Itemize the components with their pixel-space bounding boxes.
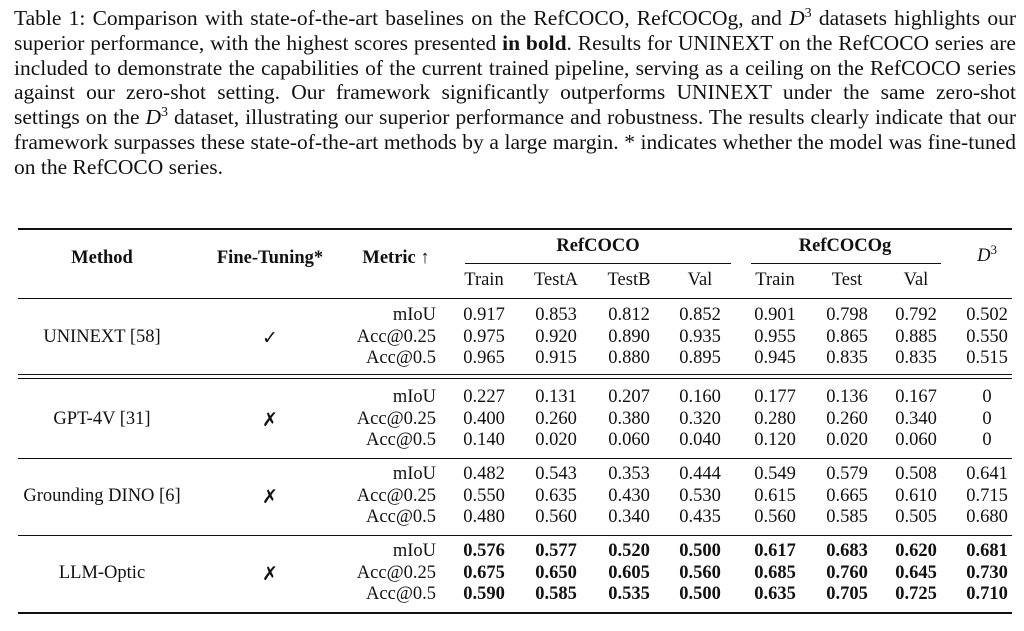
cross-icon: ✗ (262, 562, 278, 585)
table-cell: 0.945 (754, 348, 796, 368)
table-cell: 0.705 (826, 584, 868, 604)
caption-d-symbol: D (789, 6, 805, 30)
table-cell: 0.482 (463, 464, 505, 484)
method-name: GPT-4V [31] (53, 408, 151, 429)
table-cell: 0.635 (535, 485, 577, 506)
table-cell: 0.975 (463, 326, 505, 347)
table-cell: 0.835 (826, 348, 868, 368)
table-cell: 0.760 (826, 562, 868, 583)
table-cell: 0.430 (608, 485, 650, 506)
table-cell: 0.380 (608, 408, 650, 429)
table-cell: 0.400 (463, 408, 505, 429)
table-cell: 0.915 (535, 348, 577, 368)
table-cell: 0.280 (754, 408, 796, 429)
subheader-train: Train (464, 270, 504, 290)
table-cell: 0 (982, 387, 992, 407)
table-cell: 0.560 (535, 507, 577, 527)
table-cell: 0.935 (679, 326, 721, 347)
table-cell: 0.340 (608, 507, 650, 527)
table-cell: 0.585 (535, 584, 577, 604)
table-cell: 0.560 (754, 507, 796, 527)
table-cell: 0.505 (895, 507, 937, 527)
table-cell: 0.543 (535, 464, 577, 484)
header-d3-symbol: D (977, 246, 991, 266)
metric-label: Acc@0.25 (356, 408, 436, 429)
table-cell: 0.590 (463, 584, 505, 604)
table-cell: 0.715 (966, 485, 1008, 506)
table-cell: 0.530 (679, 485, 721, 506)
table-cell: 0.792 (895, 305, 937, 325)
table-cell: 0.500 (679, 541, 721, 561)
header-refcoco: RefCOCO (556, 236, 640, 256)
subheader-val: Val (903, 270, 929, 290)
table-cell: 0.207 (608, 387, 650, 407)
table-cell: 0.500 (679, 584, 721, 604)
header-fine-tuning: Fine-Tuning* (216, 248, 324, 268)
table-cell: 0.865 (826, 326, 868, 347)
table-bottom-rule (18, 612, 1012, 614)
table-cell: 0.444 (679, 464, 721, 484)
metric-label: Acc@0.25 (356, 562, 436, 583)
metric-label: mIoU (392, 541, 436, 561)
table-cell: 0.020 (535, 430, 577, 450)
subheader-testa: TestA (534, 270, 578, 290)
group-separator (18, 458, 1012, 459)
table-cell: 0.641 (966, 464, 1008, 484)
table-cell: 0 (982, 408, 992, 429)
caption-text-2: datasets highlights our superior performance, with the highest scores presented (14, 6, 1017, 55)
table-caption (14, 6, 1016, 180)
table-cell: 0.620 (895, 541, 937, 561)
table-cell: 0.060 (895, 430, 937, 450)
group-separator (18, 535, 1012, 536)
subheader-train: Train (755, 270, 795, 290)
caption-text-3: . Results for UNINEXT on the RefCOCO series are included to demonstrate the capabilities of the current trained pipeline, serving as a ceiling on the RefCOCO series against our zero-shot setting. Our framework significantly outperforms UNINEXT under the same zero-shot settings on the (14, 30, 1016, 130)
table-cell: 0.685 (754, 562, 796, 583)
table-cell: 0.681 (966, 541, 1008, 561)
table-cell: 0.136 (826, 387, 868, 407)
table-cell: 0.515 (966, 348, 1008, 368)
table-cell: 0.880 (608, 348, 650, 368)
method-name: Grounding DINO [6] (23, 485, 181, 506)
metric-label: mIoU (392, 387, 436, 407)
metric-label: Acc@0.25 (356, 326, 436, 347)
table-cell: 0.675 (463, 562, 505, 583)
table-cell: 0.835 (895, 348, 937, 368)
header-bottom-rule (18, 298, 1012, 299)
check-icon: ✓ (262, 326, 278, 349)
table-cell: 0.260 (826, 408, 868, 429)
table-cell: 0.560 (679, 562, 721, 583)
refcoco-cmidrule (465, 263, 731, 264)
metric-label: Acc@0.25 (356, 485, 436, 506)
caption-label: Table 1: (14, 6, 86, 30)
table-cell: 0.650 (535, 562, 577, 583)
table-cell: 0.605 (608, 562, 650, 583)
table-cell: 0.340 (895, 408, 937, 429)
table-cell: 0.617 (754, 541, 796, 561)
table-cell: 0.610 (895, 485, 937, 506)
subheader-test: Test (831, 270, 863, 290)
metric-label: mIoU (392, 464, 436, 484)
table-cell: 0.549 (754, 464, 796, 484)
table-cell: 0.585 (826, 507, 868, 527)
caption-d-sup-2: 3 (161, 105, 169, 121)
table-cell: 0.131 (535, 387, 577, 407)
table-cell: 0.853 (535, 305, 577, 325)
method-name: LLM-Optic (58, 562, 146, 583)
table-cell: 0.725 (895, 584, 937, 604)
table-cell: 0.798 (826, 305, 868, 325)
metric-label: Acc@0.5 (366, 430, 436, 450)
table-cell: 0.955 (754, 326, 796, 347)
table-cell: 0.579 (826, 464, 868, 484)
table-cell: 0.227 (463, 387, 505, 407)
header-method: Method (71, 248, 133, 268)
metric-label: Acc@0.5 (366, 584, 436, 604)
table-cell: 0.520 (608, 541, 650, 561)
header-refcocog: RefCOCOg (798, 236, 892, 256)
table-cell: 0.890 (608, 326, 650, 347)
table-cell: 0.140 (463, 430, 505, 450)
table-cell: 0.167 (895, 387, 937, 407)
table-cell: 0.920 (535, 326, 577, 347)
table-cell: 0.120 (754, 430, 796, 450)
table-cell: 0.852 (679, 305, 721, 325)
table-cell: 0.901 (754, 305, 796, 325)
cross-icon: ✗ (262, 485, 278, 508)
table-cell: 0.020 (826, 430, 868, 450)
refcocog-cmidrule (751, 263, 941, 264)
table-cell: 0.710 (966, 584, 1008, 604)
group-separator-double-bottom (18, 378, 1012, 379)
metric-label: mIoU (392, 305, 436, 325)
table-cell: 0.535 (608, 584, 650, 604)
metric-label: Acc@0.5 (366, 348, 436, 368)
table-cell: 0.635 (754, 584, 796, 604)
header-d3-sup: 3 (990, 242, 997, 257)
table-cell: 0.812 (608, 305, 650, 325)
table-cell: 0.680 (966, 507, 1008, 527)
table-cell: 0.177 (754, 387, 796, 407)
method-name: UNINEXT [58] (43, 326, 161, 347)
table-top-rule (18, 228, 1012, 230)
table-cell: 0.917 (463, 305, 505, 325)
caption-d-symbol-2: D (145, 105, 162, 130)
table-cell: 0.615 (754, 485, 796, 506)
table-cell: 0.683 (826, 541, 868, 561)
subheader-val: Val (687, 270, 713, 290)
table-cell: 0.040 (679, 430, 721, 450)
table-cell: 0.885 (895, 326, 937, 347)
table-cell: 0.508 (895, 464, 937, 484)
table-cell: 0 (982, 430, 992, 450)
caption-bold: in bold (502, 30, 567, 55)
table-cell: 0.320 (679, 408, 721, 429)
header-metric: Metric ↑ (362, 248, 430, 268)
table-cell: 0.577 (535, 541, 577, 561)
header-d3 (977, 242, 997, 267)
table-cell: 0.965 (463, 348, 505, 368)
table-cell: 0.645 (895, 562, 937, 583)
table-cell: 0.550 (463, 485, 505, 506)
metric-label: Acc@0.5 (366, 507, 436, 527)
table-cell: 0.665 (826, 485, 868, 506)
table-cell: 0.502 (966, 305, 1008, 325)
table-cell: 0.435 (679, 507, 721, 527)
caption-text-1: Comparison with state-of-the-art baselines on the RefCOCO, RefCOCOg, and (92, 6, 790, 30)
table-cell: 0.730 (966, 562, 1008, 583)
table-cell: 0.895 (679, 348, 721, 368)
cross-icon: ✗ (262, 408, 278, 431)
table-cell: 0.576 (463, 541, 505, 561)
table-cell: 0.160 (679, 387, 721, 407)
table-cell: 0.060 (608, 430, 650, 450)
caption-d-sup: 3 (804, 6, 812, 21)
table-cell: 0.550 (966, 326, 1008, 347)
subheader-testb: TestB (607, 270, 651, 290)
caption-text-4: dataset, illustrating our superior performance and robustness. The results clearly indicate that our framework surpasses these state-of-the-art methods by a large margin. * indicates whether the model was fine-tuned on the RefCOCO series. (14, 105, 1016, 179)
table-cell: 0.480 (463, 507, 505, 527)
table-cell: 0.260 (535, 408, 577, 429)
group-separator-double-top (18, 374, 1012, 375)
table-cell: 0.353 (608, 464, 650, 484)
